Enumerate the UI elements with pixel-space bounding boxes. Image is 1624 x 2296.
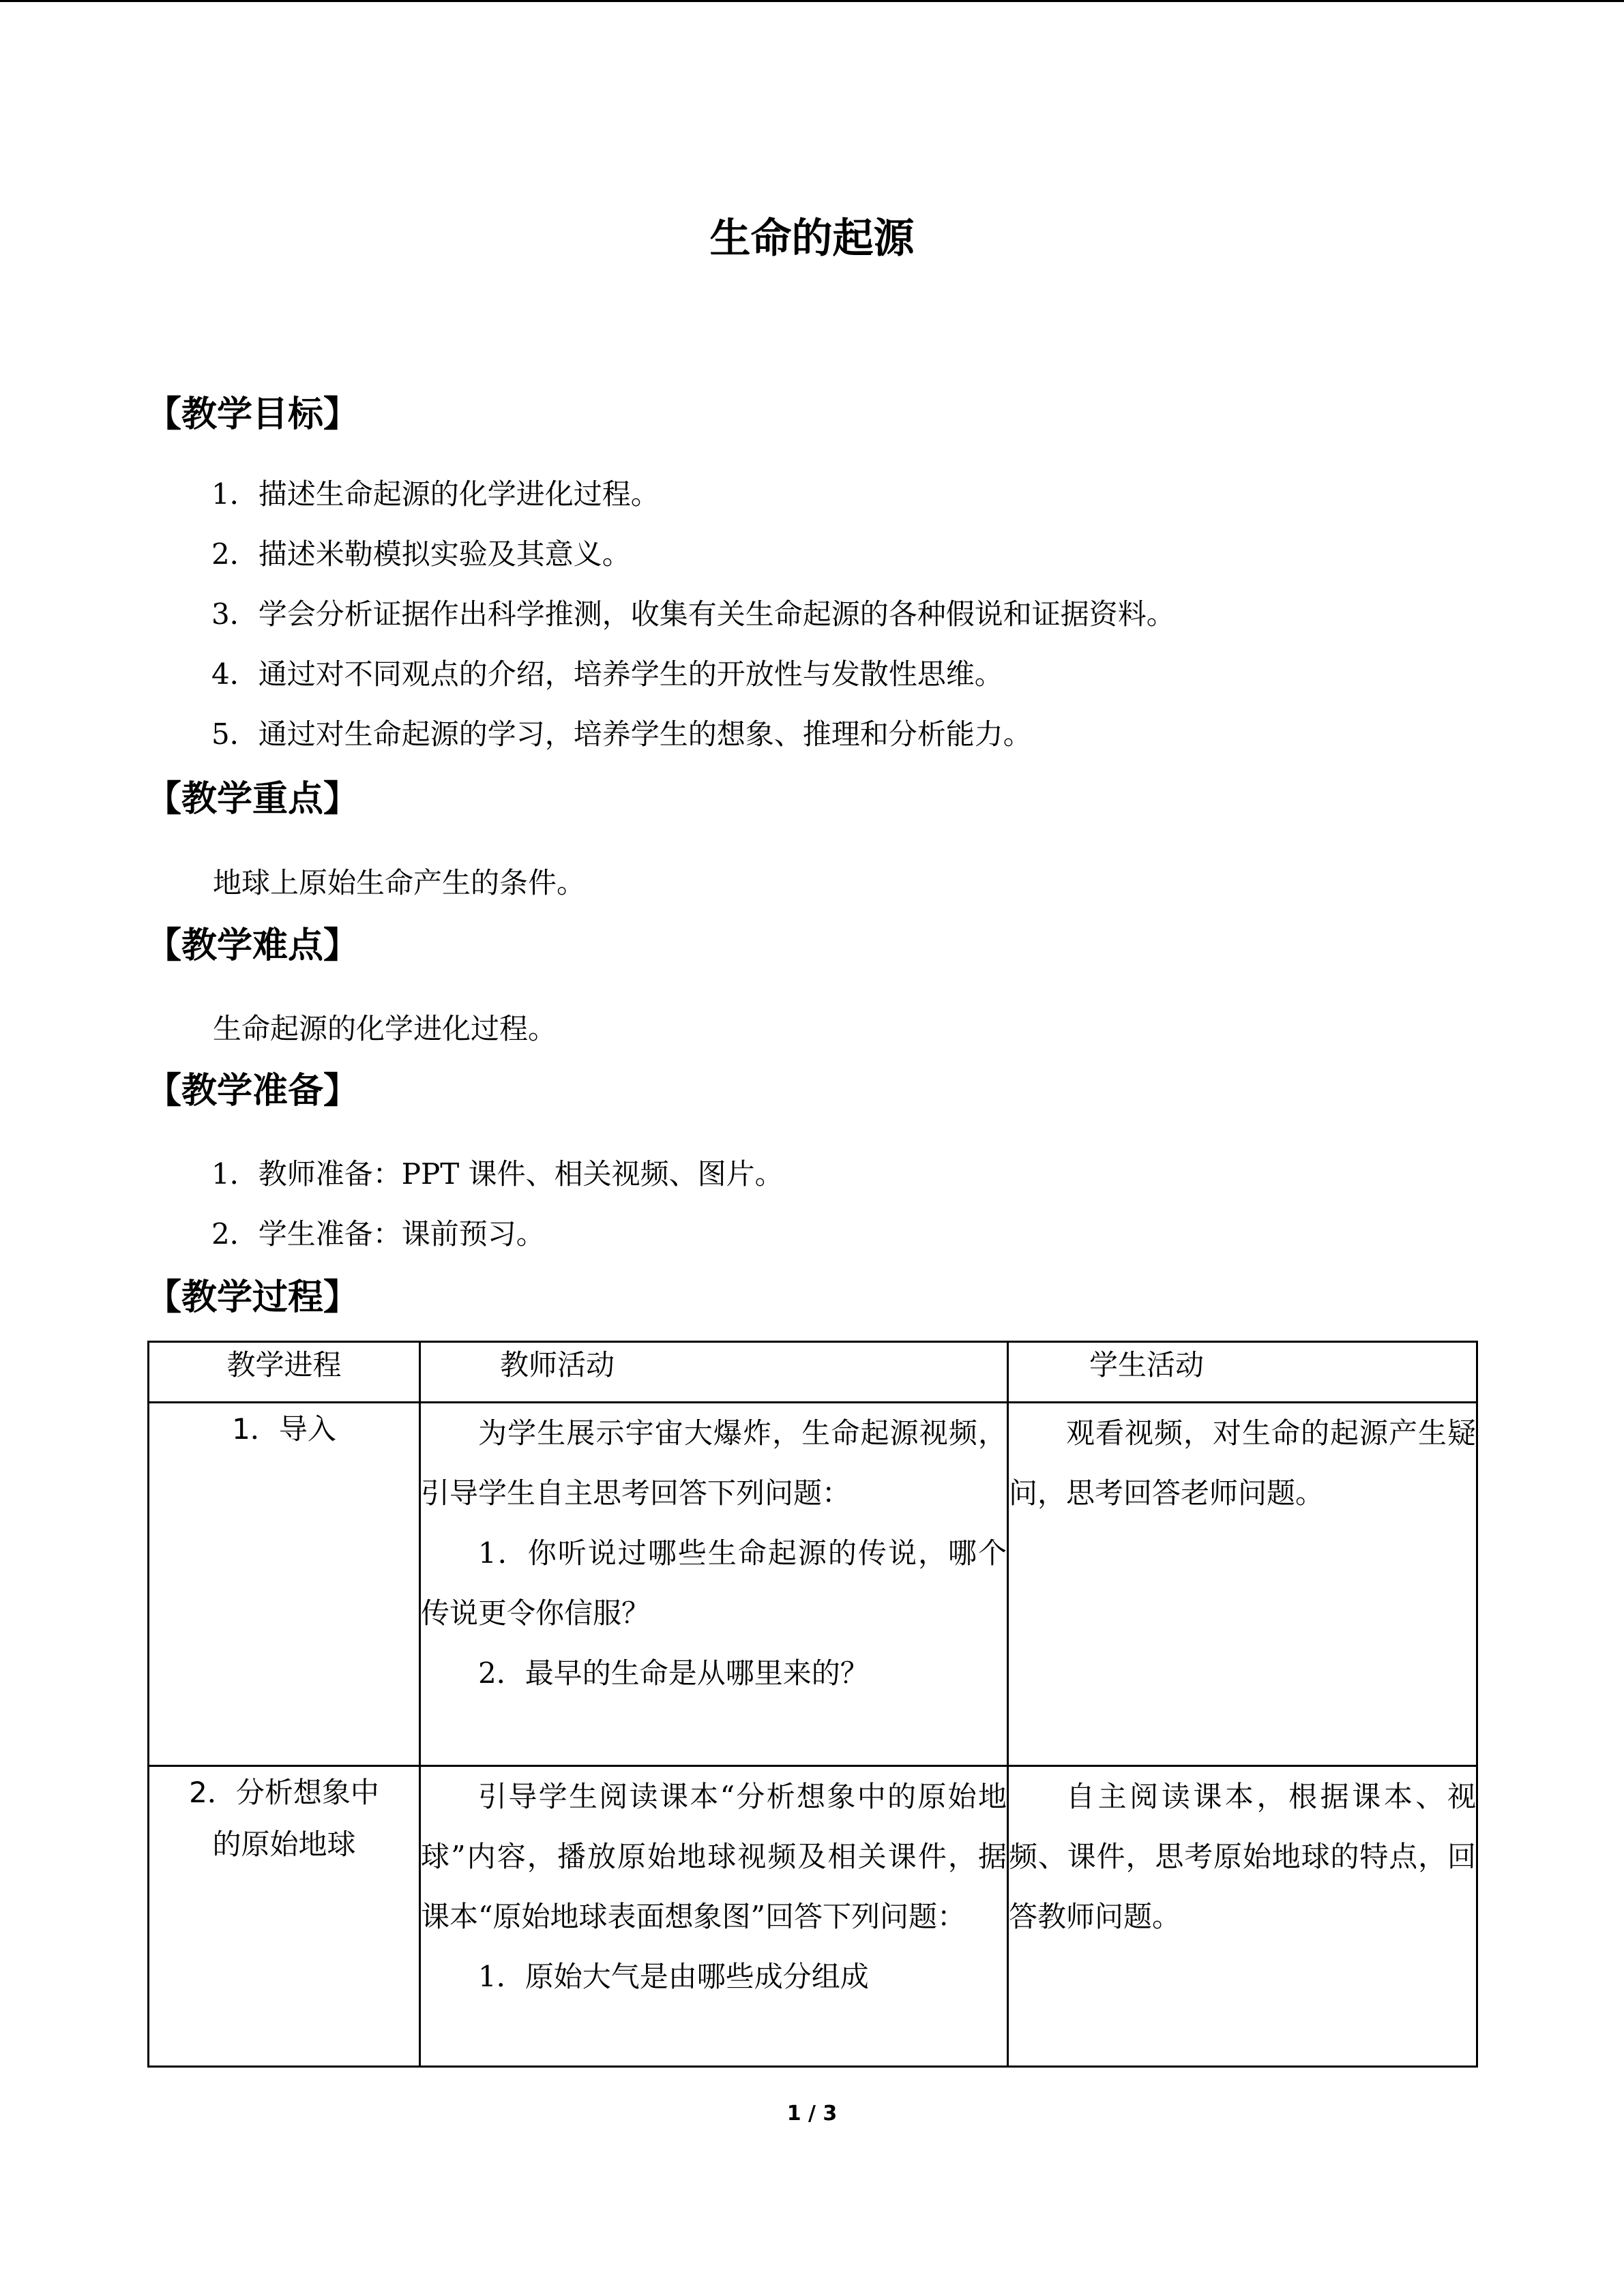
- page-number: 1 / 3: [786, 2102, 838, 2126]
- objective-item-4: 4．通过对不同观点的介绍，培养学生的开放性与发散性思维。: [211, 657, 1003, 691]
- process-table: [147, 1341, 1478, 2068]
- stage-cell: 2．分析想象中的原始地球: [149, 1766, 420, 2067]
- difficulty-text: 生命起源的化学进化过程。: [213, 1012, 557, 1045]
- teacher-paragraph: 为学生展示宇宙大爆炸，生命起源视频，引导学生自主思考回答下列问题：: [421, 1416, 1007, 1510]
- objective-item-3: 3．学会分析证据作出科学推测，收集有关生命起源的各种假说和证据资料。: [211, 597, 1175, 631]
- document-title: 生命的起源: [709, 215, 915, 263]
- preparation-item-1: 1．教师准备：PPT 课件、相关视频、图片。: [211, 1157, 784, 1191]
- teacher-paragraph: 1．原始大气是由哪些成分组成: [478, 1960, 869, 1993]
- teacher-activity-cell: [420, 1766, 1008, 2067]
- student-paragraph: 观看视频，对生命的起源产生疑问，思考回答老师问题。: [1009, 1416, 1476, 1510]
- stage-cell: 1．导入: [149, 1403, 420, 1766]
- header-stage: 教学进程: [149, 1342, 420, 1403]
- teacher-paragraph: 2．最早的生命是从哪里来的？: [478, 1656, 869, 1690]
- header-student-activity: 学生活动: [1008, 1342, 1477, 1403]
- key-point-text: 地球上原始生命产生的条件。: [213, 866, 586, 899]
- process-heading: 【教学过程】: [146, 1277, 359, 1318]
- objective-item-5: 5．通过对生命起源的学习，培养学生的想象、推理和分析能力。: [211, 717, 1032, 751]
- student-activity-cell: [1008, 1766, 1477, 2067]
- teacher-activity-cell: [420, 1403, 1008, 1766]
- header-teacher-activity: 教师活动: [420, 1342, 1008, 1403]
- teacher-paragraph: 1．你听说过哪些生命起源的传说，哪个传说更令你信服？: [421, 1536, 1007, 1630]
- teacher-paragraph: 引导学生阅读课本“分析想象中的原始地球”内容，播放原始地球视频及相关课件，据课本“原始地球表面想象图”回答下列问题：: [421, 1780, 1007, 1933]
- student-paragraph: 自主阅读课本，根据课本、视频、课件，思考原始地球的特点，回答教师问题。: [1009, 1780, 1476, 1933]
- objective-item-2: 2．描述米勒模拟实验及其意义。: [211, 537, 631, 571]
- table-row: [149, 1766, 1477, 2067]
- preparation-heading: 【教学准备】: [146, 1071, 359, 1112]
- table-header-row: [149, 1342, 1477, 1403]
- table-row: [149, 1403, 1477, 1766]
- student-activity-cell: [1008, 1403, 1477, 1766]
- objective-item-1: 1．描述生命起源的化学进化过程。: [211, 477, 660, 511]
- difficulty-heading: 【教学难点】: [146, 925, 359, 966]
- preparation-item-2: 2．学生准备：课前预习。: [211, 1217, 545, 1251]
- top-border-line: [0, 0, 1624, 2]
- objectives-heading: 【教学目标】: [146, 394, 359, 435]
- key-point-heading: 【教学重点】: [146, 779, 359, 820]
